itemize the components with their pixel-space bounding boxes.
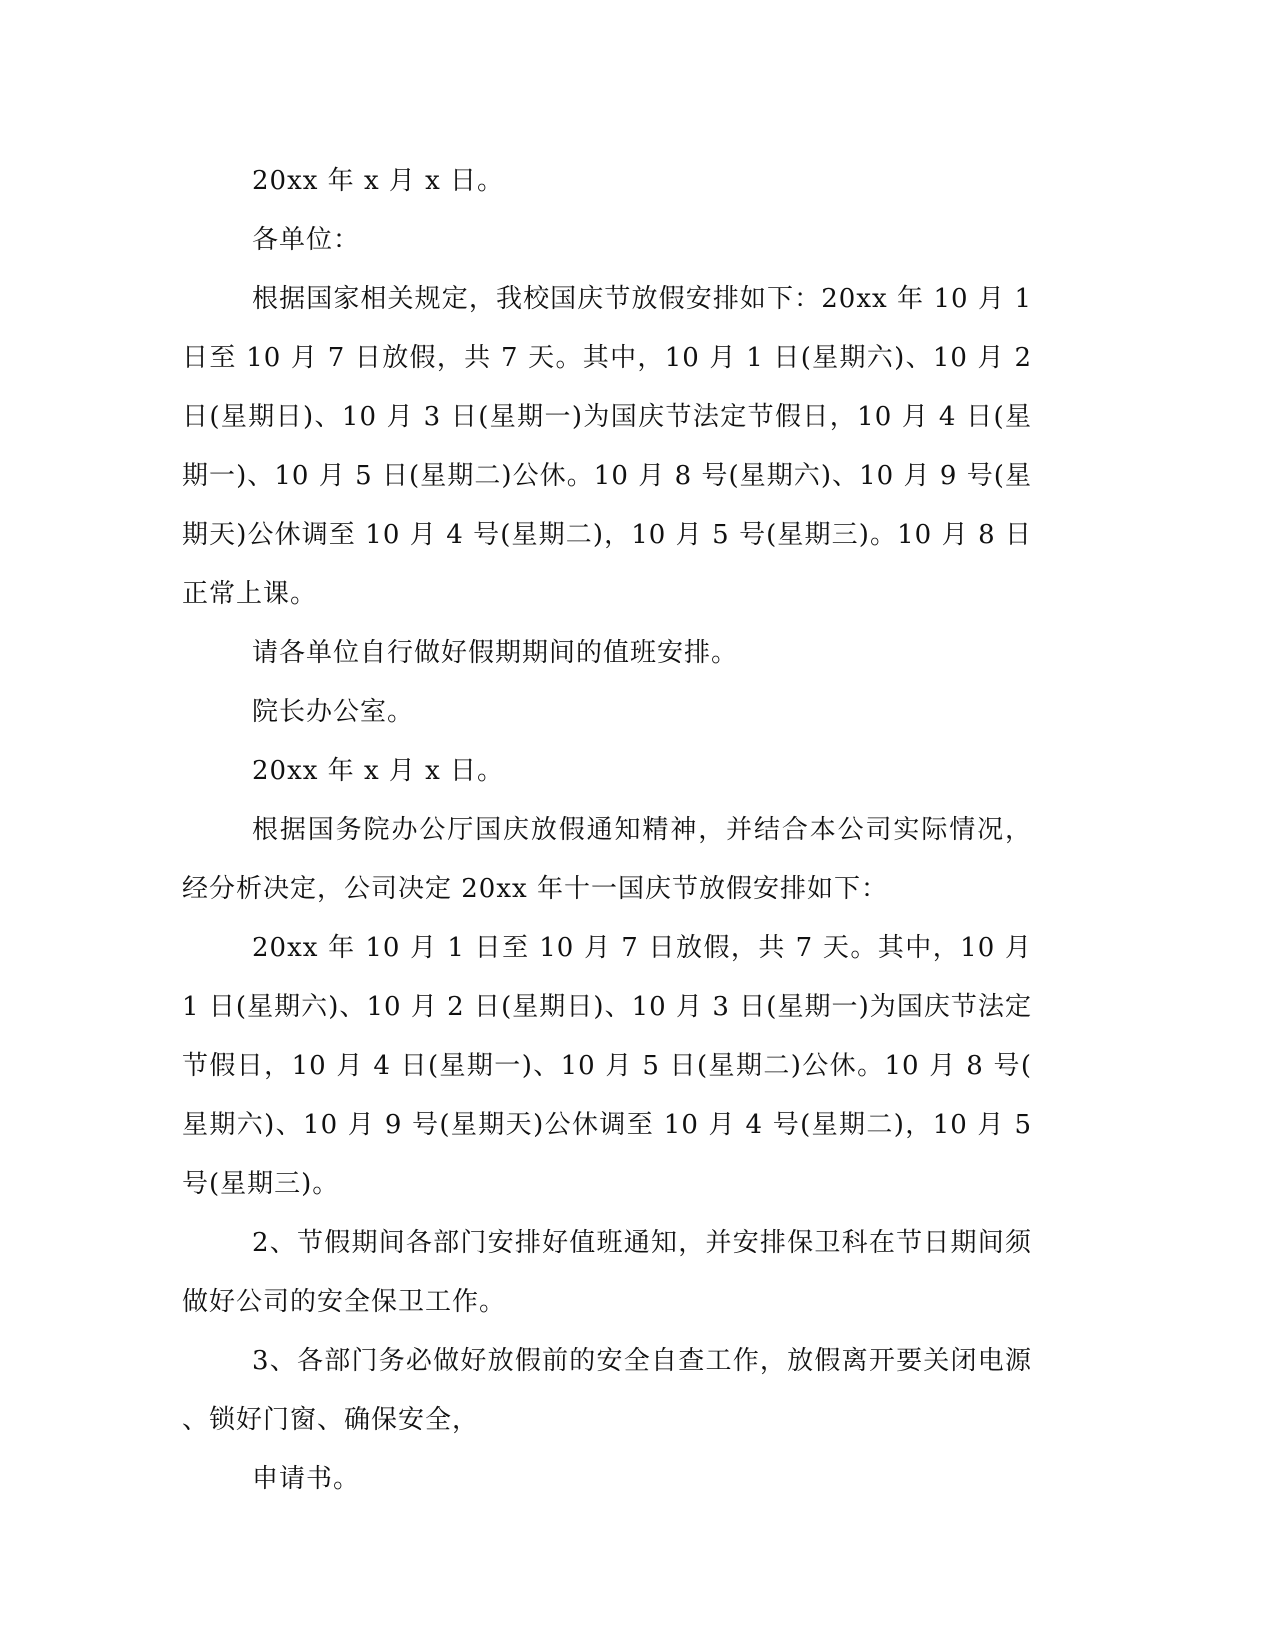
company-notice-intro: 根据国务院办公厅国庆放假通知精神，并结合本公司实际情况，经分析决定，公司决定 20xx 年十一国庆节放假安排如下： bbox=[182, 815, 1032, 904]
item-3-safety: 3、各部门务必做好放假前的安全自查工作，放假离开要关闭电源、锁好门窗、确保安全， bbox=[182, 1346, 1032, 1435]
company-holiday-schedule: 20xx 年 10 月 1 日至 10 月 7 日放假，共 7 天。其中，10 月 1 日(星期六)、10 月 2 日(星期日)、10 月 3 日(星期一)为国庆节法定节假日，10 月 4 日(星期一)、10 月 5 日(星期二)公休。10 月 8 号(星期六)、10 月 9 号(星期天)公休调至 10 月 4 号(星期二)，10 月 5 号(星期三)。 bbox=[182, 933, 1032, 1199]
document-body bbox=[182, 152, 1032, 1509]
duty-arrangement: 请各单位自行做好假期期间的值班安排。 bbox=[252, 638, 739, 668]
date-line: 20xx 年 x 月 x 日。 bbox=[252, 166, 505, 196]
closing-line: 申请书。 bbox=[252, 1464, 361, 1494]
signature-office: 院长办公室。 bbox=[252, 697, 415, 727]
date-line-2: 20xx 年 x 月 x 日。 bbox=[252, 756, 505, 786]
item-2-duty: 2、节假期间各部门安排好值班通知，并安排保卫科在节日期间须做好公司的安全保卫工作。 bbox=[182, 1228, 1032, 1317]
school-holiday-notice: 根据国家相关规定，我校国庆节放假安排如下：20xx 年 10 月 1 日至 10 月 7 日放假，共 7 天。其中，10 月 1 日(星期六)、10 月 2 日(星期日)、10 月 3 日(星期一)为国庆节法定节假日，10 月 4 日(星期一)、10 月 5 日(星期二)公休。10 月 8 号(星期六)、10 月 9 号(星期天)公休调至 10 月 4 号(星期二)，10 月 5 号(星期三)。10 月 8 日正常上课。 bbox=[182, 284, 1032, 609]
salutation: 各单位： bbox=[252, 225, 361, 255]
